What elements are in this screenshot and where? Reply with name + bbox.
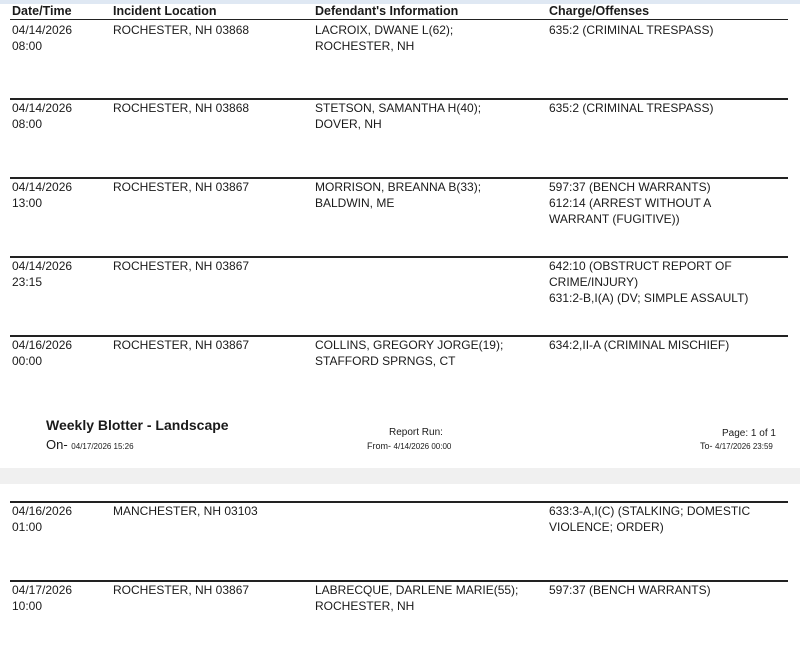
- row-location: ROCHESTER, NH 03868: [113, 101, 250, 115]
- report-page-2: [0, 484, 800, 628]
- row-date-time: 04/14/2026 08:00: [12, 23, 73, 53]
- report-footer: [0, 412, 800, 456]
- table-row: [0, 256, 800, 326]
- table-row: [0, 98, 800, 168]
- row-location: ROCHESTER, NH 03867: [113, 338, 250, 352]
- page-separator: [0, 468, 800, 484]
- row-location: ROCHESTER, NH 03867: [113, 180, 250, 194]
- row-defendant: COLLINS, GREGORY JORGE(19); STAFFORD SPRNGS, CT: [315, 338, 504, 368]
- report-run-label: Report Run:: [389, 427, 443, 438]
- row-location: MANCHESTER, NH 03103: [113, 504, 258, 518]
- header-charge-offenses: Charge/Offenses: [549, 4, 650, 18]
- row-date-time: 04/17/2026 10:00: [12, 583, 73, 613]
- row-date-time: 04/14/2026 13:00: [12, 180, 73, 210]
- report-title: Weekly Blotter - Landscape: [46, 417, 229, 433]
- row-charges: 597:37 (BENCH WARRANTS) 612:14 (ARREST WITHOUT A WARRANT (FUGITIVE)): [549, 180, 712, 226]
- table-row: [0, 580, 800, 650]
- row-charges: 633:3-A,I(C) (STALKING; DOMESTIC VIOLENCE; ORDER): [549, 504, 751, 534]
- report-from: From- 4/14/2026 00:00: [367, 441, 452, 451]
- page-number: Page: 1 of 1: [722, 428, 776, 439]
- table-row: [0, 501, 800, 571]
- row-charges: 634:2,II-A (CRIMINAL MISCHIEF): [549, 338, 730, 352]
- report-to: To- 4/17/2026 23:59: [700, 441, 773, 451]
- row-charges: 635:2 (CRIMINAL TRESPASS): [549, 101, 714, 115]
- row-date-time: 04/14/2026 08:00: [12, 101, 73, 131]
- row-location: ROCHESTER, NH 03868: [113, 23, 250, 37]
- table-row: [0, 20, 800, 90]
- row-date-time: 04/16/2026 00:00: [12, 338, 73, 368]
- row-location: ROCHESTER, NH 03867: [113, 259, 250, 273]
- header-incident-location: Incident Location: [113, 4, 217, 18]
- table-row: [0, 177, 800, 247]
- report-on: On- 04/17/2026 15:26: [46, 437, 134, 452]
- row-defendant: LABRECQUE, DARLENE MARIE(55); ROCHESTER, NH: [315, 583, 519, 613]
- row-location: ROCHESTER, NH 03867: [113, 583, 250, 597]
- row-defendant: LACROIX, DWANE L(62); ROCHESTER, NH: [315, 23, 454, 53]
- row-defendant: MORRISON, BREANNA B(33); BALDWIN, ME: [315, 180, 482, 210]
- header-date-time: Date/Time: [12, 4, 72, 18]
- header-defendant-info: Defendant's Information: [315, 4, 459, 18]
- row-charges: 642:10 (OBSTRUCT REPORT OF CRIME/INJURY) 631:2-B,I(A) (DV; SIMPLE ASSAULT): [549, 259, 749, 305]
- row-charges: 597:37 (BENCH WARRANTS): [549, 583, 711, 597]
- row-charges: 635:2 (CRIMINAL TRESPASS): [549, 23, 714, 37]
- row-defendant: STETSON, SAMANTHA H(40); DOVER, NH: [315, 101, 482, 131]
- row-date-time: 04/14/2026 23:15: [12, 259, 73, 289]
- table-row: [0, 335, 800, 405]
- row-date-time: 04/16/2026 01:00: [12, 504, 73, 534]
